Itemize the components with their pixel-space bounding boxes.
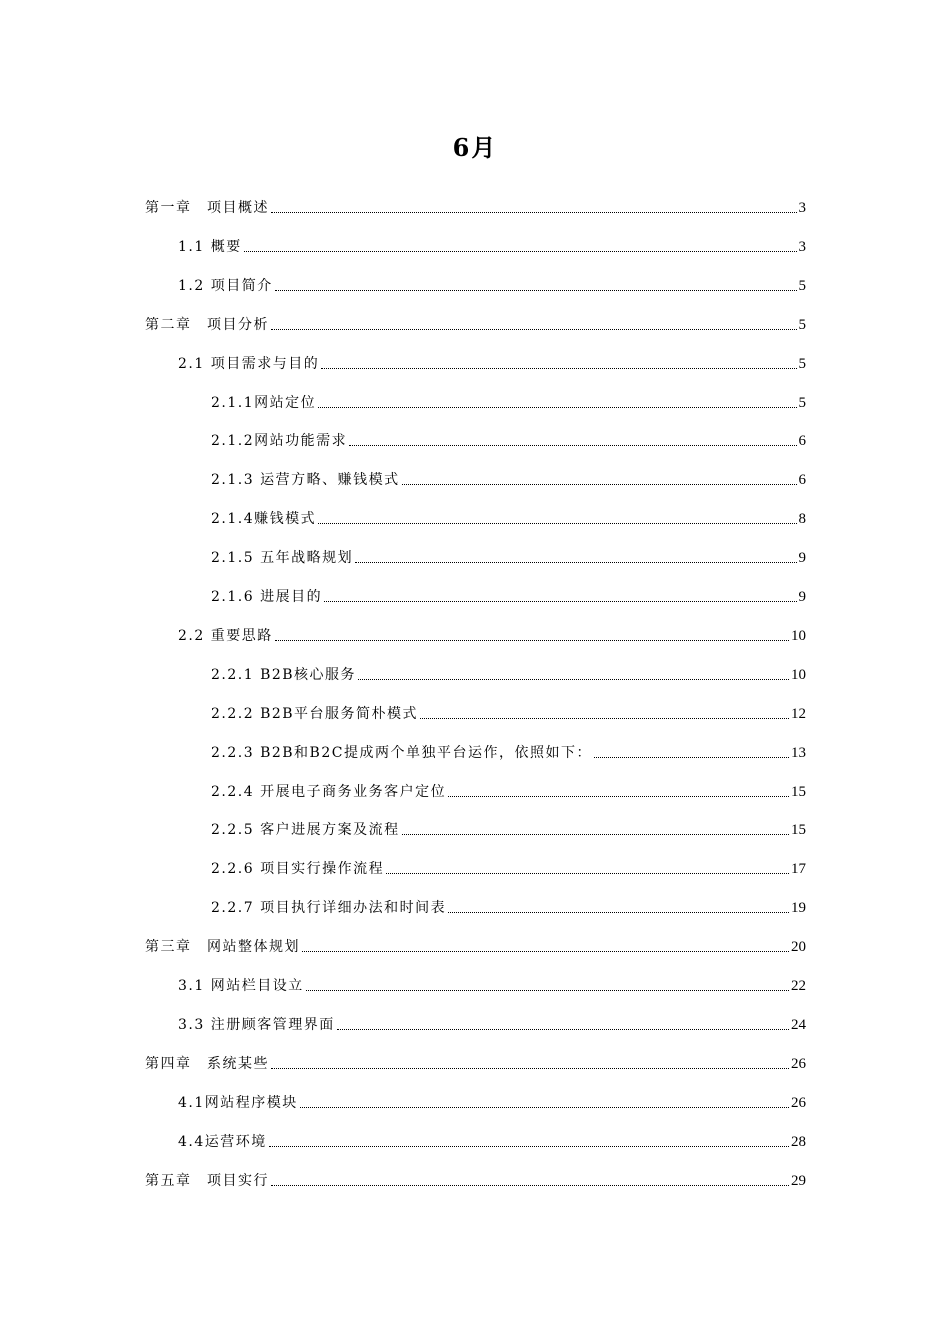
toc-entry-page-number: 22 <box>791 978 806 994</box>
toc-entry[interactable] <box>211 426 806 450</box>
toc-entry[interactable] <box>211 738 806 762</box>
toc-leader-dots <box>448 911 789 913</box>
toc-entry-page-number: 15 <box>791 822 806 839</box>
toc-entry-page-number: 5 <box>798 277 806 294</box>
toc-entry-label: 2.1.3 运营方略、赚钱模式 <box>211 472 400 489</box>
toc-entry-page-number: 5 <box>798 355 806 372</box>
toc-entry[interactable] <box>145 193 806 217</box>
toc-entry-label: 2.1.4赚钱模式 <box>211 511 317 528</box>
toc-entry[interactable] <box>211 388 806 412</box>
toc-entry-label: 第一章 项目概述 <box>145 200 269 216</box>
toc-entry[interactable] <box>211 815 806 839</box>
toc-entry[interactable] <box>211 854 806 878</box>
toc-entry-page-number: 28 <box>791 1133 806 1150</box>
toc-entry-label: 4.4运营环境 <box>178 1133 267 1150</box>
toc-entry-page-number: 17 <box>791 861 806 878</box>
toc-entry[interactable] <box>211 777 806 801</box>
toc-entry[interactable] <box>211 504 806 528</box>
toc-entry-label: 第四章 系统某些 <box>145 1055 269 1072</box>
toc-entry-label: 2.1.6 进展目的 <box>211 589 323 605</box>
toc-entry-label: 2.2.3 B2B和B2C提成两个单独平台运作，依照如下： <box>211 744 592 761</box>
document-title: 6月 <box>452 133 498 162</box>
toc-entry-label: 2.1.2网站功能需求 <box>211 433 348 450</box>
toc-entry-page-number: 9 <box>798 550 806 567</box>
toc-leader-dots <box>271 1184 789 1186</box>
toc-entry[interactable] <box>211 699 806 723</box>
toc-entry-label: 3.3 注册顾客管理界面 <box>178 1016 335 1033</box>
toc-entry-page-number: 29 <box>791 1172 806 1189</box>
toc-entry-page-number: 20 <box>791 939 806 956</box>
toc-entry[interactable] <box>178 271 806 295</box>
toc-entry-page-number: 5 <box>798 394 806 411</box>
toc-entry-label: 2.1.1网站定位 <box>211 394 317 411</box>
toc-leader-dots <box>300 1106 789 1108</box>
toc-leader-dots <box>275 289 797 291</box>
toc-leader-dots <box>318 522 796 524</box>
toc-leader-dots <box>402 483 797 485</box>
toc-leader-dots <box>594 756 789 758</box>
toc-leader-dots <box>420 717 789 719</box>
toc-entry-page-number: 13 <box>791 744 806 761</box>
toc-entry-page-number: 3 <box>798 238 806 255</box>
toc-leader-dots <box>271 211 797 213</box>
toc-entry[interactable] <box>178 971 806 995</box>
toc-entry-label: 2.2.2 B2B平台服务简朴模式 <box>211 705 419 722</box>
toc-entry[interactable] <box>145 310 806 334</box>
toc-entry[interactable] <box>211 543 806 567</box>
toc-entry[interactable] <box>178 1088 806 1112</box>
toc-leader-dots <box>244 250 797 252</box>
toc-entry[interactable] <box>211 660 806 684</box>
toc-entry-label: 第五章 项目实行 <box>145 1172 269 1189</box>
toc-entry[interactable] <box>178 1127 806 1151</box>
toc-leader-dots <box>448 795 789 797</box>
toc-entry-label: 4.1网站程序模块 <box>178 1094 298 1111</box>
toc-leader-dots <box>349 444 796 446</box>
toc-entry[interactable] <box>178 1010 806 1034</box>
toc-entry-page-number: 19 <box>791 900 806 917</box>
toc-entry-label: 2.2.7 项目执行详细办法和时间表 <box>211 900 447 917</box>
toc-leader-dots <box>355 561 796 563</box>
toc-entry-page-number: 9 <box>798 589 806 605</box>
toc-leader-dots <box>321 367 796 369</box>
toc-leader-dots <box>337 1028 789 1030</box>
toc-entry[interactable] <box>211 582 806 606</box>
toc-entry-label: 2.1.5 五年战略规划 <box>211 550 354 567</box>
toc-entry-page-number: 26 <box>791 1094 806 1111</box>
toc-leader-dots <box>271 1067 789 1069</box>
toc-entry-page-number: 10 <box>791 627 806 644</box>
toc-entry-page-number: 8 <box>798 511 806 528</box>
toc-entry-page-number: 3 <box>798 200 806 216</box>
toc-entry-page-number: 6 <box>798 433 806 450</box>
toc-entry-label: 2.2.5 客户进展方案及流程 <box>211 822 400 839</box>
toc-entry-label: 第二章 项目分析 <box>145 316 269 333</box>
toc-entry-label: 1.2 项目简介 <box>178 277 273 294</box>
toc-entry[interactable] <box>178 349 806 373</box>
toc-leader-dots <box>358 678 789 680</box>
toc-entry[interactable] <box>211 465 806 489</box>
toc-leader-dots <box>306 989 789 991</box>
toc-entry-label: 2.2.4 开展电子商务业务客户定位 <box>211 783 447 800</box>
toc-entry-page-number: 10 <box>791 666 806 683</box>
toc-leader-dots <box>324 600 796 602</box>
toc-entry[interactable] <box>145 932 806 956</box>
toc-entry-page-number: 15 <box>791 783 806 800</box>
toc-entry-label: 2.2.1 B2B核心服务 <box>211 666 357 683</box>
toc-entry-page-number: 5 <box>798 316 806 333</box>
toc-entry-page-number: 24 <box>791 1016 806 1033</box>
toc-entry-label: 第三章 网站整体规划 <box>145 939 300 956</box>
toc-leader-dots <box>275 639 789 641</box>
toc-leader-dots <box>269 1145 789 1147</box>
toc-entry-page-number: 6 <box>798 472 806 489</box>
toc-entry-label: 2.1 项目需求与目的 <box>178 355 320 372</box>
toc-entry[interactable] <box>145 1049 806 1073</box>
toc-leader-dots <box>402 833 789 835</box>
toc-leader-dots <box>271 328 797 330</box>
toc-entry-label: 1.1 概要 <box>178 238 242 255</box>
toc-entry[interactable] <box>178 621 806 645</box>
toc-entry[interactable] <box>178 232 806 256</box>
toc-leader-dots <box>318 406 796 408</box>
toc-entry-label: 3.1 网站栏目设立 <box>178 978 304 994</box>
toc-entry-label: 2.2.6 项目实行操作流程 <box>211 861 385 878</box>
toc-entry-page-number: 12 <box>791 705 806 722</box>
toc-leader-dots <box>386 872 789 874</box>
toc-entry-page-number: 26 <box>791 1055 806 1072</box>
toc-leader-dots <box>302 950 789 952</box>
toc-entry[interactable] <box>145 1166 806 1190</box>
toc-entry-label: 2.2 重要思路 <box>178 627 273 644</box>
toc-entry[interactable] <box>211 893 806 917</box>
